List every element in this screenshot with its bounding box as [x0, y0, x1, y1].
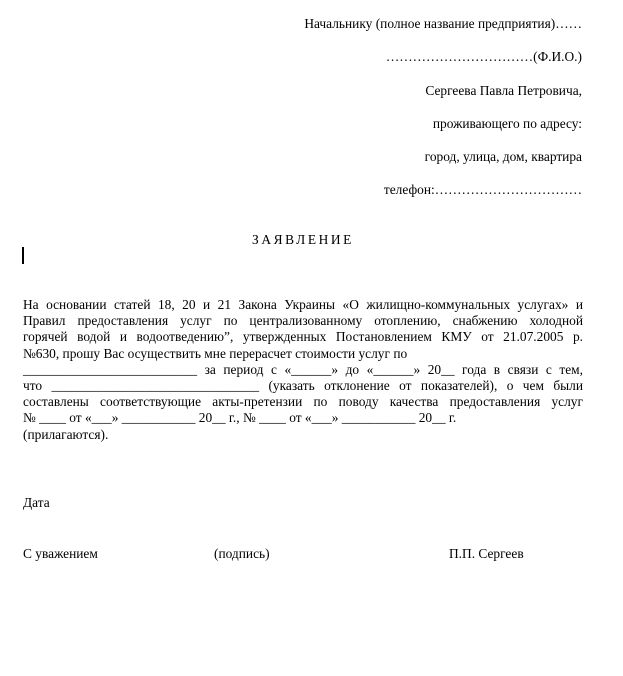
- date-label: Дата: [23, 495, 50, 510]
- body-line: составлены соответствующие акты-претензии по поводу качества предоставления услуг: [23, 394, 583, 410]
- text-cursor: [22, 247, 24, 264]
- body-line: __________________________ за период с «______» до «______» 20__ года в связи с тем,: [23, 361, 583, 377]
- body-line: На основании статей 18, 20 и 21 Закона Украины «О жилищно-коммунальных услугах» и: [23, 297, 583, 312]
- body-line: (прилагаются).: [23, 426, 109, 442]
- signature-placeholder: (подпись): [214, 546, 270, 561]
- applicant-address: город, улица, дом, квартира: [424, 149, 582, 165]
- addressee-block: [304, 15, 582, 215]
- addressee-name-line: ……………………………(Ф.И.О.): [385, 49, 582, 65]
- addressee-line: Начальнику (полное название предприятия)……: [304, 16, 582, 31]
- body-line: №630, прошу Вас осуществить мне перерасчет стоимости услуг по: [23, 345, 408, 361]
- applicant-phone: телефон:……………………………: [383, 182, 582, 198]
- body-line: № ____ от «___» ___________ 20__ г., № ____ от «___» ___________ 20__ г.: [23, 410, 457, 426]
- body-line: Правил предоставления услуг по централизованному отоплению, снабжению холодной: [23, 313, 583, 329]
- regards-label: С уважением: [23, 546, 98, 561]
- body-line: что _______________________________ (указать отклонение от показателей), о чем были: [23, 377, 583, 393]
- signer-name: П.П. Сергеев: [449, 546, 524, 561]
- body-line: горячей водой и водоотведению”, утвержденных Постановлением КМУ от 21.07.2005 р.: [23, 329, 583, 345]
- applicant-address-label: проживающего по адресу:: [432, 115, 582, 131]
- application-body: [23, 297, 583, 443]
- applicant-name: Сергеева Павла Петровича,: [425, 82, 582, 98]
- document-title: ЗАЯВЛЕНИЕ: [252, 232, 354, 247]
